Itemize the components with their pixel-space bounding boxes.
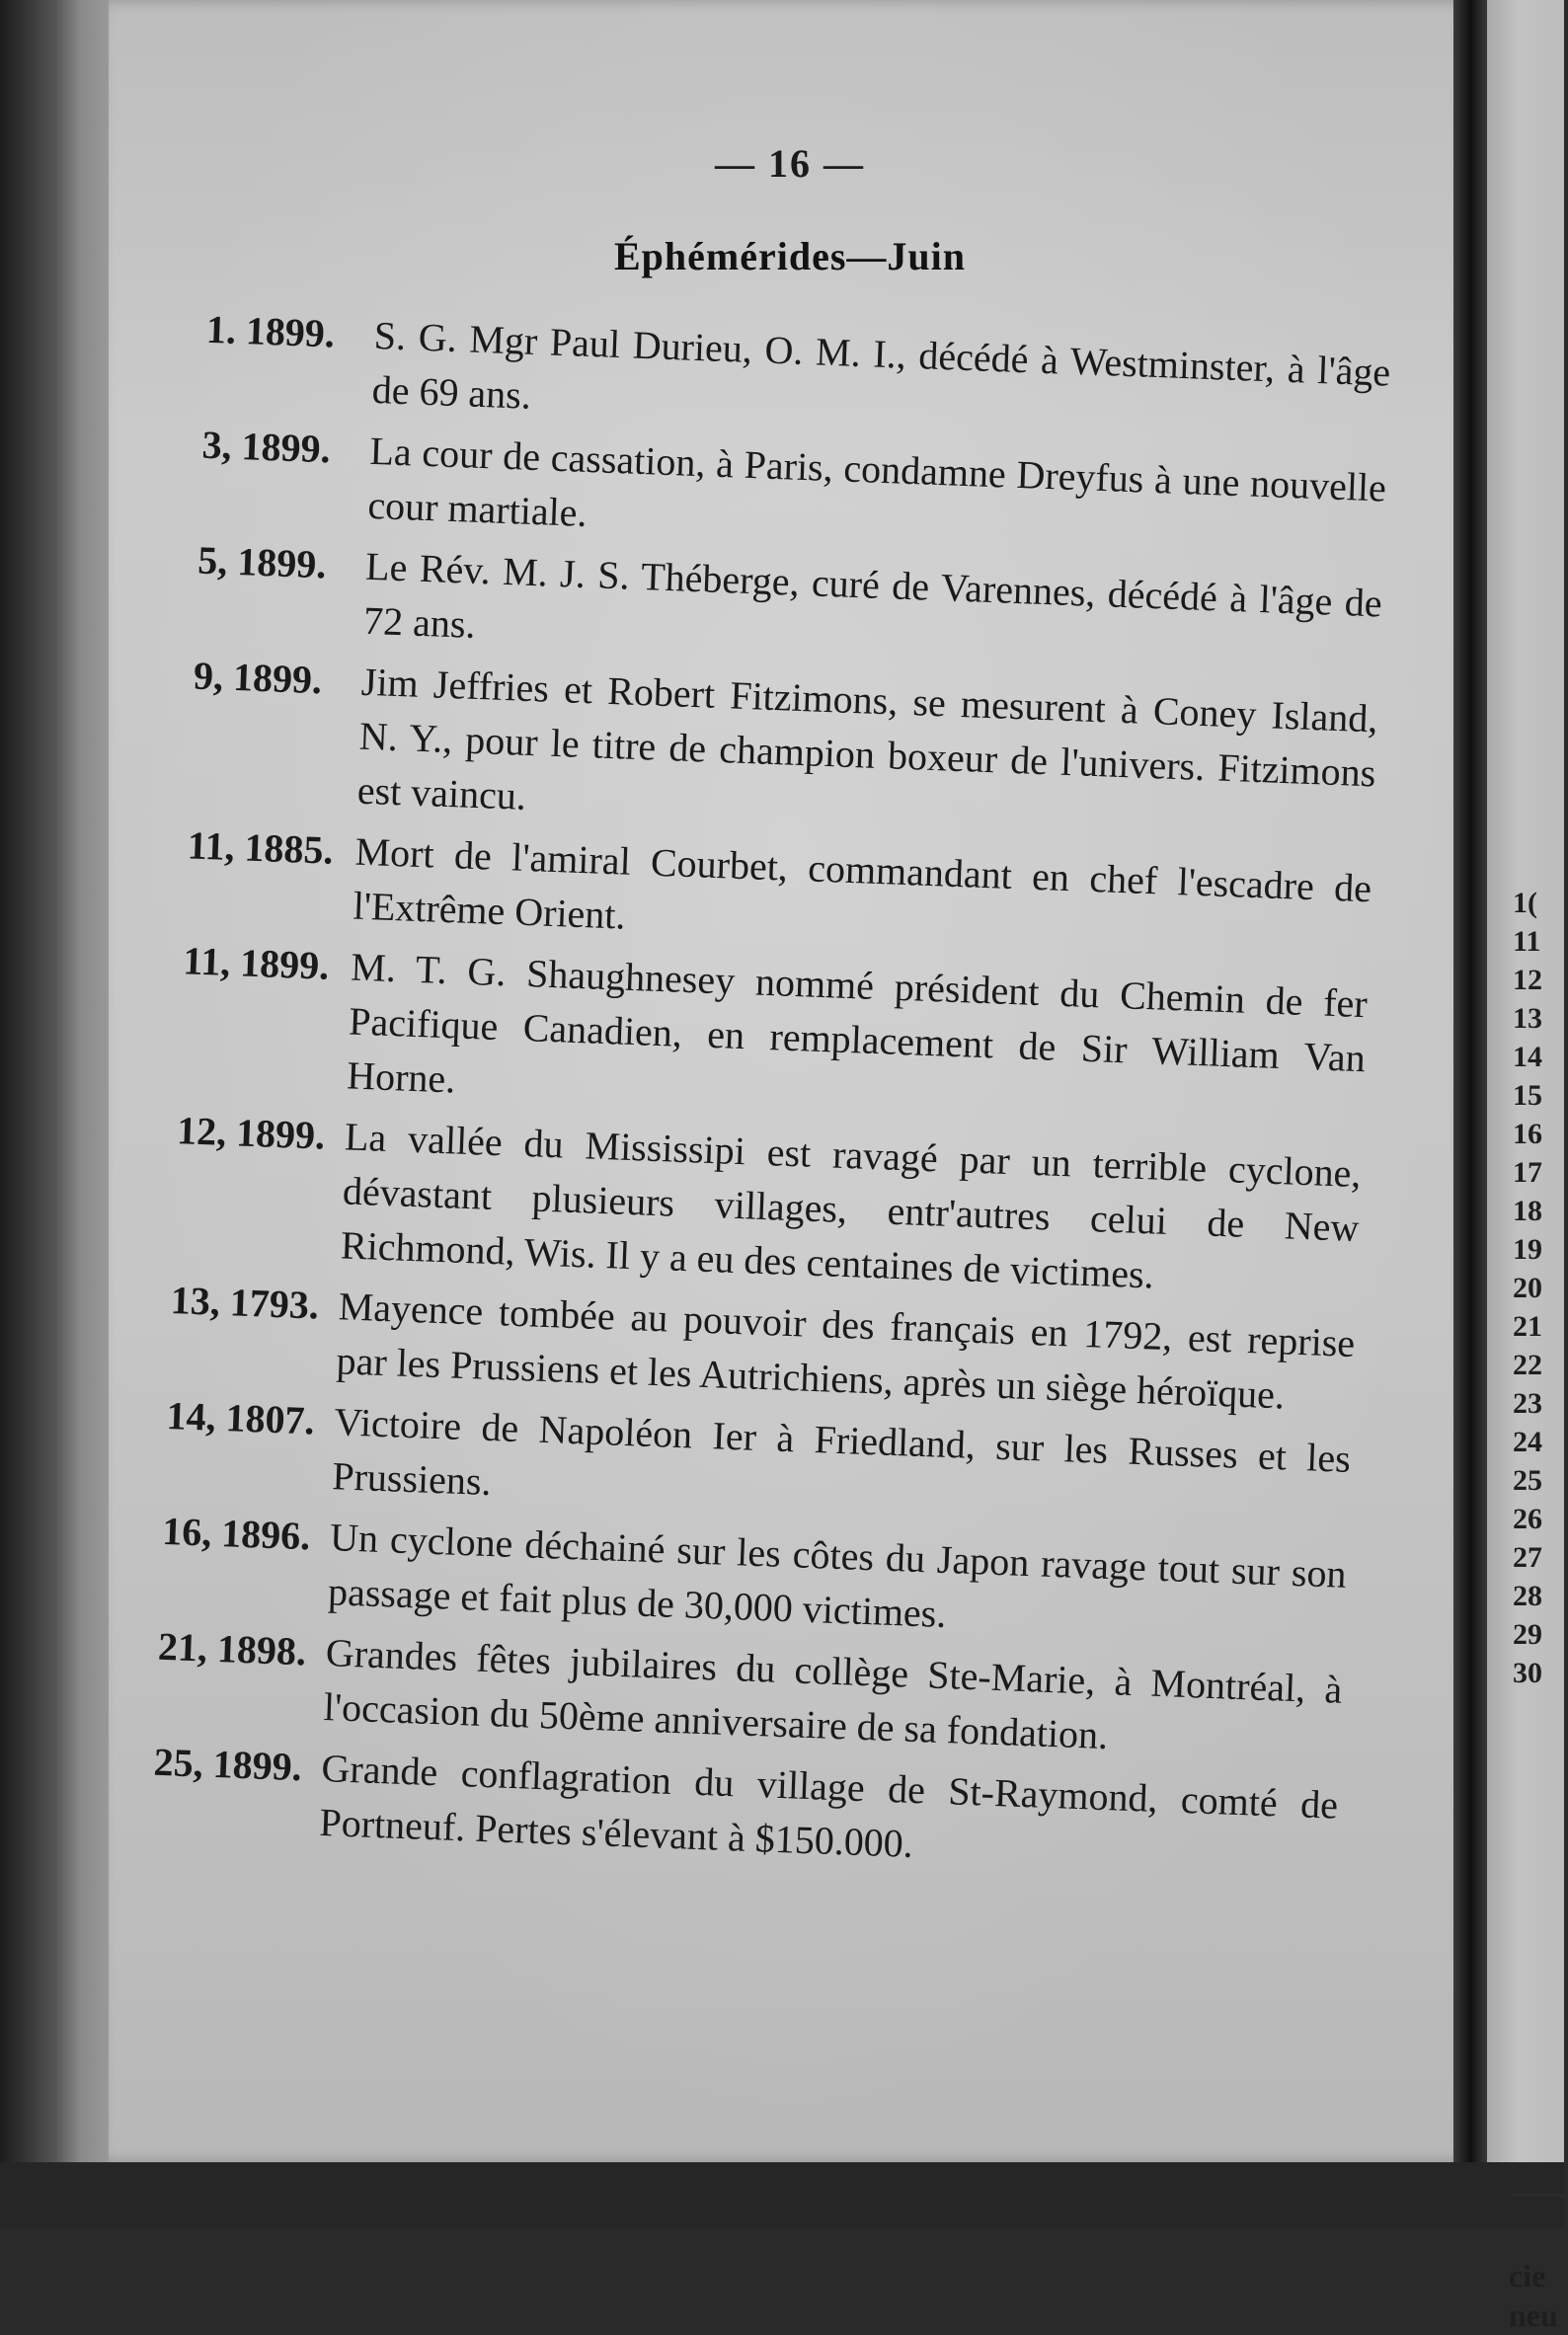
adjacent-page-number: 29 — [1513, 1618, 1542, 1651]
scan-bottom-edge — [0, 2162, 1564, 2227]
entry-date: 1. 1899. — [205, 306, 336, 356]
adjacent-page-number: 16 — [1513, 1118, 1542, 1150]
page-stack-edge — [57, 0, 117, 2227]
adjacent-page-number: 27 — [1513, 1541, 1542, 1574]
adjacent-page-rule — [1511, 2194, 1564, 2197]
entry-text: M. T. G. Shaughnesey nommé président du Chemin de fer Pacifique Canadien, en remplacement de Sir William Van Horne. — [346, 944, 1369, 1102]
entry-text: Le Rév. M. J. S. Théberge, curé de Varennes, décédé à l'âge de 72 ans. — [362, 543, 1383, 647]
entry-date: 11, 1885. — [186, 822, 335, 873]
adjacent-page-number: 21 — [1513, 1310, 1542, 1343]
entry-date: 25, 1899. — [152, 1739, 303, 1790]
entry-text: Victoire de Napoléon Ier à Friedland, sur les Russes et les Prussiens. — [331, 1399, 1352, 1505]
ephemerides-list — [131, 301, 1392, 1894]
adjacent-page-number: 30 — [1513, 1657, 1542, 1689]
entry-date: 21, 1898. — [157, 1623, 307, 1674]
entry-date: 9, 1899. — [193, 653, 323, 703]
adjacent-page-numbers — [1513, 884, 1564, 1692]
adjacent-page-number: 23 — [1513, 1387, 1542, 1420]
adjacent-page-number: 15 — [1513, 1079, 1542, 1112]
entry-date: 11, 1899. — [182, 938, 331, 988]
entry-date: 3, 1899. — [200, 422, 332, 472]
adjacent-page-number: 19 — [1513, 1233, 1542, 1266]
entry-text: La vallée du Mississipi est ravagé par un terrible cyclone, dévastant plusieurs villages, entr'autres celui de New Richmond, Wis. Il y a eu des centaines de victimes. — [340, 1114, 1363, 1297]
adjacent-page-words — [1509, 2256, 1568, 2335]
page-number: — 16 — — [715, 141, 865, 186]
entry-date: 14, 1807. — [165, 1392, 316, 1443]
entry-date: 5, 1899. — [196, 537, 328, 587]
page-title: Éphémérides—Juin — [613, 234, 967, 278]
adjacent-page-number: 22 — [1513, 1349, 1542, 1381]
book-gutter — [1453, 0, 1487, 2227]
adjacent-page-word: neu — [1509, 2297, 1558, 2333]
entry-text: Jim Jeffries et Robert Fitzimons, se mesurent à Coney Island, N. Y., pour le titre de champion boxeur de l'univers. Fitzimons est vaincu. — [356, 659, 1379, 818]
adjacent-page-number: 14 — [1513, 1041, 1542, 1073]
adjacent-page-number: 25 — [1513, 1464, 1542, 1497]
entry-text: Mort de l'amiral Courbet, commandant en chef l'escadre de l'Extrême Orient. — [352, 828, 1372, 938]
entry-date: 16, 1896. — [161, 1508, 312, 1559]
entry-text: Mayence tombée au pouvoir des français en 1792, est reprise par les Prussiens et les Autrichiens, après un siège héroïque. — [335, 1284, 1356, 1418]
adjacent-page-number: 11 — [1513, 925, 1541, 958]
adjacent-page-number: 17 — [1513, 1156, 1542, 1189]
entry-date: 13, 1793. — [170, 1278, 320, 1328]
entry-text: La cour de cassation, à Paris, condamne Dreyfus à une nouvelle cour martiale. — [366, 428, 1387, 535]
entry-text: Grandes fêtes jubilaires du collège Ste-Marie, à Montréal, à l'occasion du 50ème anniversaire de sa fondation. — [323, 1630, 1344, 1758]
entry-text: S. G. Mgr Paul Durieu, O. M. I., décédé à Westminster, à l'âge de 69 ans. — [371, 312, 1391, 418]
adjacent-page-word: cie — [1509, 2258, 1546, 2294]
entry-text: Un cyclone déchainé sur les côtes du Japon ravage tout sur son passage et fait plus de 30,000 victimes. — [327, 1515, 1348, 1637]
adjacent-page-number: 18 — [1513, 1195, 1542, 1227]
adjacent-page-number: 13 — [1513, 1002, 1542, 1035]
adjacent-page-number: 1( — [1513, 887, 1537, 919]
adjacent-page-number: 26 — [1513, 1503, 1542, 1535]
entry-date: 12, 1899. — [176, 1108, 326, 1158]
adjacent-page-number: 28 — [1513, 1580, 1542, 1612]
adjacent-page-number: 20 — [1513, 1272, 1542, 1304]
adjacent-page-number: 12 — [1513, 964, 1542, 996]
adjacent-page-number: 24 — [1513, 1426, 1542, 1458]
entry-text: Grande conflagration du village de St-Raymond, comté de Portneuf. Pertes s'élevant à $150.000. — [318, 1745, 1339, 1866]
